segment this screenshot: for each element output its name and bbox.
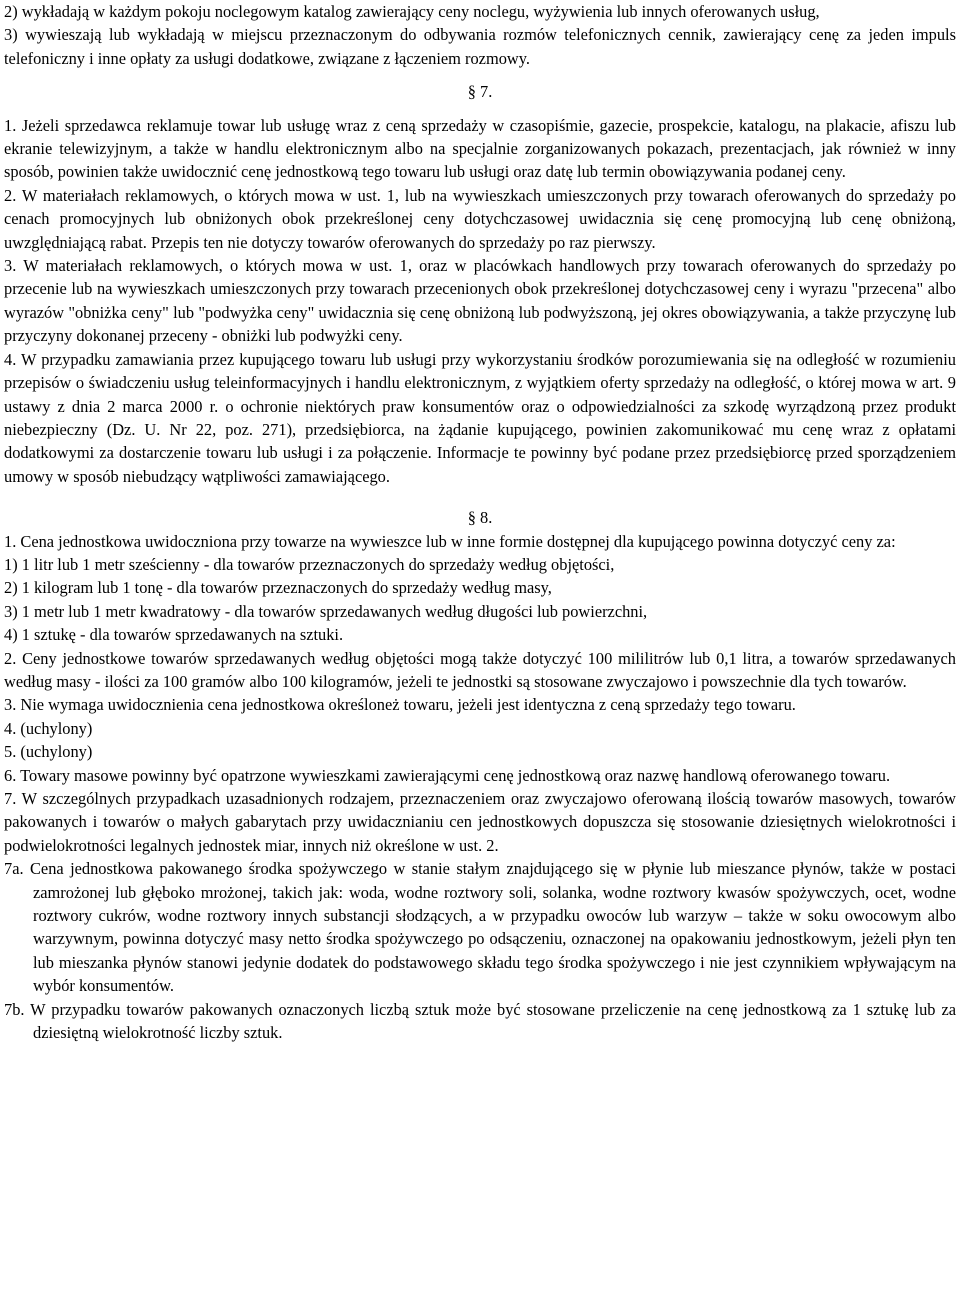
- spacer: [4, 70, 956, 80]
- section-7-paragraph-3: 3. W materiałach reklamowych, o których mowa w ust. 1, oraz w placówkach handlowych przy towarach oferowanych do sprzedaży po przecenie lub na wywieszkach umieszczonych przy towarach przecenionych obok przekreślonej dotychczasowej ceny i wyrazu "przecena" albo wyrazów "obniżka ceny" lub "podwyżka ceny" uwidacznia się cenę obniżoną lub podwyższoną, jej okres obowiązywania, a także przyczynę lub przyczyny dokonanej przeceny - obniżki lub podwyżki ceny.: [4, 256, 956, 346]
- section-8-paragraph-2: 2. Ceny jednostkowe towarów sprzedawanych według objętości mogą także dotyczyć 100 mililitrów lub 0,1 litra, a towarów sprzedawanych według masy - ilości za 100 gramów albo 100 kilogramów, jeżeli te jednostki są stosowane zwyczajowo i powszechnie dla tych towarów.: [4, 648, 956, 691]
- spacer: [4, 104, 956, 114]
- section-8-paragraph-4: 4. (uchylony): [4, 718, 93, 738]
- section-8-point-4: 4) 1 sztukę - dla towarów sprzedawanych na sztuki.: [4, 625, 344, 645]
- document-page: [4, 0, 956, 1044]
- section-8-paragraph-7: 7. W szczególnych przypadkach uzasadnionych rodzajem, przeznaczeniem oraz zwyczajowo oferowaną ilością towarów masowych, towarów pakowanych i towarów o małych gabarytach przy uwidacznianiu cen jednostkowych dopuszcza się stosowanie dziesiętnych wielokrotności i podwielokrotności legalnych jednostek miar, innych niż określone w ust. 2.: [4, 789, 956, 855]
- section-8-paragraph-7b: 7b. W przypadku towarów pakowanych oznaczonych liczbą sztuk może być stosowane przeliczenie na cenę jednostkową za 1 sztukę lub za dziesiętną wielokrotność liczby sztuk.: [4, 999, 956, 1043]
- section-7-paragraph-2: 2. W materiałach reklamowych, o których mowa w ust. 1, lub na wywieszkach umieszczonych przy towarach oferowanych do sprzedaży po cenach promocyjnych lub obniżonych obok przekreślonej ceny dotychczasowej uwidacznia się cenę promocyjną lub cenę obniżoną, uwzględniającą rabat. Przepis ten nie dotyczy towarów oferowanych do sprzedaży po raz pierwszy.: [4, 185, 956, 252]
- section-8-point-2: 2) 1 kilogram lub 1 tonę - dla towarów przeznaczonych do sprzedaży według masy,: [4, 578, 552, 598]
- section-8-heading: § 8.: [467, 508, 493, 528]
- section-7-heading: § 7.: [467, 82, 493, 102]
- spacer: [4, 488, 956, 506]
- section-8-point-1: 1) 1 litr lub 1 metr sześcienny - dla towarów przeznaczonych do sprzedaży według objętości,: [4, 554, 615, 574]
- section-8-point-3: 3) 1 metr lub 1 metr kwadratowy - dla towarów sprzedawanych według długości lub powierzchni,: [4, 601, 648, 621]
- section-7-paragraph-4: 4. W przypadku zamawiania przez kupującego towaru lub usługi przy wykorzystaniu środków porozumiewania się na odległość w rozumieniu przepisów o świadczeniu usług teleinformacyjnych i handlu elektronicznym, z wyjątkiem oferty sprzedaży na odległość, o której mowa w art. 9 ustawy z dnia 2 marca 2000 r. o ochronie niektórych praw konsumentów oraz o odpowiedzialności za szkodę wyrządzoną przez produkt niebezpieczny (Dz. U. Nr 22, poz. 271), przedsiębiorca, na żądanie kupującego, powinien zakomunikować mu cenę wraz z opłatami dodatkowymi za dostarczenie towaru lub usługi i za połączenie. Informacje te powinny być podane przez przedsiębiorcę przed sporządzeniem umowy w sposób niebudzący wątpliwości zamawiającego.: [4, 349, 956, 486]
- intro-item-2: 2) wykładają w każdym pokoju noclegowym katalog zawierający ceny noclegu, wyżywienia lub innych oferowanych usług,: [4, 2, 820, 21]
- intro-item-3: 3) wywieszają lub wykładają w miejscu przeznaczonym do odbywania rozmów telefonicznych cennik, zawierający cenę za jeden impuls telefoniczny i inne opłaty za usługi dodatkowe, związane z łączeniem rozmowy.: [4, 25, 956, 68]
- section-7-paragraph-1: 1. Jeżeli sprzedawca reklamuje towar lub usługę wraz z ceną sprzedaży w czasopiśmie, gazecie, prospekcie, katalogu, na plakacie, afiszu lub ekranie telewizyjnym, a także w handlu elektronicznym albo na specjalnie zorganizowanych pokazach, prezentacjach, jak również w inny sposób, powinien także uwidocznić cenę jednostkową tego towaru lub usługi oraz datę lub termin obowiązywania podanej ceny.: [4, 115, 956, 182]
- section-8-paragraph-5: 5. (uchylony): [4, 742, 93, 762]
- section-8-paragraph-6: 6. Towary masowe powinny być opatrzone wywieszkami zawierającymi cenę jednostkową oraz nazwę handlową oferowanego towaru.: [4, 765, 891, 785]
- section-8-paragraph-1: 1. Cena jednostkowa uwidoczniona przy towarze na wywieszce lub w inne formie dostępnej dla kupującego powinna dotyczyć ceny za:: [4, 531, 896, 551]
- section-8-paragraph-3: 3. Nie wymaga uwidocznienia cena jednostkowa określoneż towaru, jeżeli jest identyczna z ceną sprzedaży tego towaru.: [4, 695, 796, 715]
- section-8-paragraph-7a: 7a. Cena jednostkowa pakowanego środka spożywczego w stanie stałym znajdującego się w płynie lub mieszance płynów, także w postaci zamrożonej lub głęboko mrożonej, takich jak: woda, wodne roztwory soli, solanka, wodne roztwory kwasów spożywczych, ocet, wodne roztwory cukrów, wodne roztwory innych substancji słodzących, a w przypadku owoców lub warzyw – także w soku owocowym albo warzywnym, powinna dotyczyć masy netto środka spożywczego po odsączeniu, oznaczonej na opakowaniu jednostkowym, jeżeli płyn ten lub mieszanka płynów stanowi jedynie dodatek do podstawowego składu tego środka spożywczego i nie jest czynnikiem wpływającym na wybór konsumentów.: [4, 859, 956, 996]
